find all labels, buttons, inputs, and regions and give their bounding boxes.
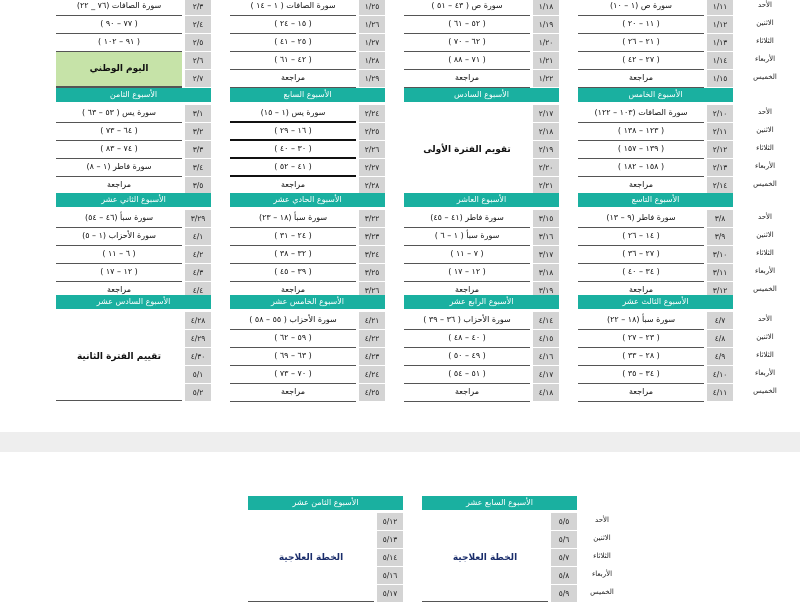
table-row — [230, 159, 385, 177]
lesson-cell: مراجعة — [404, 70, 530, 88]
date-cell: ٣/٢٥ — [359, 264, 385, 282]
date-cell: ١/٢٧ — [359, 34, 385, 52]
lesson-cell: سورة الصافات (١٠٣ – ١٢٢) — [578, 105, 704, 123]
date-cell: ٥/٢ — [185, 384, 211, 402]
date-cell: ٥/١٣ — [377, 531, 403, 549]
lesson-cell: ( ١٥ – ٢٤ ) — [230, 16, 356, 34]
date-cell: ١/٢٦ — [359, 16, 385, 34]
table-row — [56, 0, 211, 16]
table-row — [578, 312, 733, 330]
table-row — [578, 16, 733, 34]
table-row — [578, 228, 733, 246]
table-row — [230, 70, 385, 88]
lesson-cell: ( ٣٠ – ٤٠ ) — [230, 141, 356, 159]
day-label: الاثنين — [756, 333, 774, 341]
lesson-cell: ( ٤١ – ٥٢ ) — [230, 159, 356, 177]
date-cell: ٥/٥ — [551, 513, 577, 531]
lesson-cell: سورة الأحزاب (١ – ٥) — [56, 228, 182, 246]
lesson-cell: ( ٣٢ – ٣٨ ) — [230, 246, 356, 264]
week-block — [56, 105, 211, 195]
table-row — [404, 70, 559, 88]
date-cell: ٣/١٧ — [533, 246, 559, 264]
divider — [248, 601, 374, 602]
day-label: الاثنين — [756, 231, 774, 239]
lesson-cell: مراجعة — [56, 177, 182, 195]
lesson-cell: ( ٧١ – ٨٨ ) — [404, 52, 530, 70]
table-row — [404, 246, 559, 264]
day-label: الأحد — [758, 108, 772, 116]
day-label: الثلاثاء — [756, 144, 774, 152]
table-row — [230, 16, 385, 34]
date-cell: ١/١٣ — [707, 34, 733, 52]
date-cell: ٥/٨ — [551, 567, 577, 585]
lesson-cell: سورة الأحزاب ( ٥٥ – ٥٨ ) — [230, 312, 356, 330]
date-cell: ١/١٥ — [707, 70, 733, 88]
lesson-cell: سورة الأحزاب ( ٣٦ – ٣٩ ) — [404, 312, 530, 330]
day-label: الأربعاء — [754, 267, 776, 275]
date-cell: ٤/٧ — [707, 312, 733, 330]
lesson-cell: ( ٢٧ – ٣٦ ) — [578, 246, 704, 264]
date-cell: ٣/٢ — [185, 123, 211, 141]
day-label: الخميس — [753, 180, 777, 188]
table-row — [230, 264, 385, 282]
day-label: الأحد — [595, 516, 609, 524]
date-cell: ٣/١٩ — [533, 282, 559, 300]
national-day-cell: اليوم الوطني — [56, 52, 182, 87]
page-gap — [0, 432, 800, 452]
lesson-cell: مراجعة — [578, 70, 704, 88]
week-block — [230, 105, 385, 195]
lesson-cell: ( ٥١ – ٥٤ ) — [404, 366, 530, 384]
table-row — [578, 105, 733, 123]
lesson-cell: ( ٤٩ – ٥٠ ) — [404, 348, 530, 366]
day-label: الثلاثاء — [756, 249, 774, 257]
table-row — [56, 123, 211, 141]
lesson-cell: سورة فاطر (١ – ٨) — [56, 159, 182, 177]
day-label: الاثنين — [756, 19, 774, 27]
table-row — [578, 330, 733, 348]
table-row — [230, 366, 385, 384]
table-row — [404, 312, 559, 330]
date-cell: ٥/١٦ — [377, 567, 403, 585]
week-block — [578, 105, 733, 195]
lesson-cell: ( ٣٤ – ٣٥ ) — [578, 366, 704, 384]
lesson-cell: ( ١٥٨ – ١٨٢ ) — [578, 159, 704, 177]
table-row — [404, 0, 559, 16]
week-header: الأسبوع الخامس — [578, 88, 733, 102]
date-cell: ٣/١١ — [707, 264, 733, 282]
date-cell: ٤/٢٨ — [185, 312, 211, 330]
week-block — [578, 312, 733, 402]
date-cell: ١/١٨ — [533, 0, 559, 16]
date-cell: ٤/١ — [185, 228, 211, 246]
table-row — [56, 159, 211, 177]
date-cell: ٢/٥ — [185, 34, 211, 52]
day-label: الخميس — [590, 588, 614, 596]
date-cell: ٤/١٤ — [533, 312, 559, 330]
lesson-cell: ( ١٤ – ٢٦ ) — [578, 228, 704, 246]
day-label: الاثنين — [593, 534, 611, 542]
week-header: الأسبوع الثالث عشر — [578, 295, 733, 309]
lesson-cell: ( ١٦ – ٢٩ ) — [230, 123, 356, 141]
date-cell: ٤/٢٤ — [359, 366, 385, 384]
date-cell: ٢/٣ — [185, 0, 211, 16]
date-cell: ٤/١٨ — [533, 384, 559, 402]
week-header: الأسبوع الرابع عشر — [404, 295, 559, 309]
table-row — [404, 52, 559, 70]
table-row — [578, 141, 733, 159]
date-cell: ٥/٧ — [551, 549, 577, 567]
date-cell: ٥/١ — [185, 366, 211, 384]
table-row — [230, 0, 385, 16]
date-cell: ٤/١٥ — [533, 330, 559, 348]
table-row — [578, 159, 733, 177]
lesson-cell: ( ٢٨ – ٣٣ ) — [578, 348, 704, 366]
date-cell: ٢/١٨ — [533, 123, 559, 141]
table-row — [578, 70, 733, 88]
merged-note: الخطة العلاجية — [452, 553, 518, 563]
schedule-page-2 — [0, 452, 800, 600]
table-row — [404, 384, 559, 402]
date-cell: ٣/١٨ — [533, 264, 559, 282]
date-cell: ٥/٩ — [551, 585, 577, 603]
day-label: الأحد — [758, 1, 772, 9]
lesson-cell: سورة سبأ (١٨ – ٢٣) — [230, 210, 356, 228]
week-header: الأسبوع الحادي عشر — [230, 193, 385, 207]
lesson-cell: ( ٩١ – ١٠٢ ) — [56, 34, 182, 52]
date-cell: ٢/٢٠ — [533, 159, 559, 177]
table-row — [56, 141, 211, 159]
table-row — [578, 34, 733, 52]
lesson-cell: ( ٣٤ – ٤٠ ) — [578, 264, 704, 282]
lesson-cell: ( ٦٤ – ٧٣ ) — [56, 123, 182, 141]
date-cell: ٢/١٧ — [533, 105, 559, 123]
lesson-cell: ( ٢٣ – ٢٧ ) — [578, 330, 704, 348]
table-row — [230, 348, 385, 366]
day-label: الخميس — [753, 387, 777, 395]
date-cell: ٣/٢٣ — [359, 228, 385, 246]
day-label: الأربعاء — [754, 162, 776, 170]
lesson-cell: سورة يس (١ – ١٥) — [230, 105, 356, 123]
date-cell: ١/٢٩ — [359, 70, 385, 88]
date-cell: ٥/٦ — [551, 531, 577, 549]
date-cell: ١/١٩ — [533, 16, 559, 34]
day-label: الثلاثاء — [756, 37, 774, 45]
table-row — [56, 246, 211, 264]
date-cell: ٣/٢٦ — [359, 282, 385, 300]
date-cell: ٥/١٧ — [377, 585, 403, 603]
week-header: الأسبوع التاسع — [578, 193, 733, 207]
date-cell: ٤/٩ — [707, 348, 733, 366]
day-label: الخميس — [753, 285, 777, 293]
lesson-cell: ( ٤٢ – ٦١ ) — [230, 52, 356, 70]
week-block — [404, 312, 559, 402]
date-cell: ١/٢٨ — [359, 52, 385, 70]
table-row — [404, 16, 559, 34]
table-row — [230, 123, 385, 141]
lesson-cell: سورة الصافات ( ١ – ١٤ ) — [230, 0, 356, 16]
date-cell: ١/١٢ — [707, 16, 733, 34]
week-header: الأسبوع العاشر — [404, 193, 559, 207]
date-cell: ٣/٣ — [185, 141, 211, 159]
table-row — [56, 264, 211, 282]
lesson-cell: سورة الصافات (٧٦ _ ٢٢) — [56, 0, 182, 16]
table-row — [404, 264, 559, 282]
lesson-cell: ( ٦ – ١١ ) — [56, 246, 182, 264]
date-cell: ٢/٧ — [185, 70, 211, 88]
lesson-cell: ( ٤٠ – ٤٨ ) — [404, 330, 530, 348]
date-cell: ١/٢١ — [533, 52, 559, 70]
day-label: الخميس — [753, 73, 777, 81]
week-block — [404, 0, 559, 88]
date-cell: ٢/١١ — [707, 123, 733, 141]
date-cell: ٢/٤ — [185, 16, 211, 34]
table-row — [578, 123, 733, 141]
lesson-cell: ( ٢٧ – ٤٢ ) — [578, 52, 704, 70]
date-cell: ٤/١١ — [707, 384, 733, 402]
date-cell: ٢/١٢ — [707, 141, 733, 159]
lesson-cell: مراجعة — [578, 282, 704, 300]
lesson-cell: سورة يس ( ٥٣ – ٦٣ ) — [56, 105, 182, 123]
table-row — [56, 16, 211, 34]
week-block — [578, 0, 733, 88]
day-label: الأربعاء — [754, 55, 776, 63]
table-row — [404, 34, 559, 52]
date-cell: ٣/٤ — [185, 159, 211, 177]
date-cell: ٤/٨ — [707, 330, 733, 348]
date-cell: ٣/٢٤ — [359, 246, 385, 264]
week-header: الأسبوع السابع عشر — [422, 496, 577, 510]
table-row — [56, 210, 211, 228]
date-cell: ٤/٢ — [185, 246, 211, 264]
lesson-cell: ( ٢٤ – ٣١ ) — [230, 228, 356, 246]
lesson-cell: مراجعة — [56, 282, 182, 300]
date-cell: ٣/١ — [185, 105, 211, 123]
table-row — [230, 384, 385, 402]
lesson-cell: مراجعة — [230, 282, 356, 300]
table-row — [404, 228, 559, 246]
lesson-cell: ( ١٣٩ – ١٥٧ ) — [578, 141, 704, 159]
table-row — [578, 384, 733, 402]
day-label: الثلاثاء — [756, 351, 774, 359]
date-cell: ٢/٦ — [185, 52, 211, 70]
week-header: الأسبوع السادس — [404, 88, 559, 102]
merged-note: الخطة العلاجية — [278, 553, 344, 563]
date-cell: ٢/١٩ — [533, 141, 559, 159]
date-cell: ٢/٢٥ — [359, 123, 385, 141]
date-cell: ٤/٢٣ — [359, 348, 385, 366]
date-cell: ٥/١٤ — [377, 549, 403, 567]
table-row — [230, 34, 385, 52]
date-cell: ٢/١٣ — [707, 159, 733, 177]
lesson-cell: سورة ص (١ – ١٠) — [578, 0, 704, 16]
date-cell: ٤/١٧ — [533, 366, 559, 384]
merged-note: تقويم الفترة الأولى — [423, 145, 511, 155]
date-cell: ٢/٢١ — [533, 177, 559, 195]
lesson-cell: مراجعة — [230, 177, 356, 195]
date-cell: ٣/١٦ — [533, 228, 559, 246]
table-row — [578, 246, 733, 264]
date-cell: ٣/٩ — [707, 228, 733, 246]
table-row — [578, 52, 733, 70]
lesson-cell: ( ١٢ – ١٧ ) — [404, 264, 530, 282]
lesson-cell: سورة فاطر (٩ – ١٣) — [578, 210, 704, 228]
table-row — [578, 0, 733, 16]
lesson-cell: ( ٧٠ – ٧٣ ) — [230, 366, 356, 384]
day-label: الأربعاء — [754, 369, 776, 377]
table-row — [56, 105, 211, 123]
date-cell: ٥/١٢ — [377, 513, 403, 531]
table-row — [404, 210, 559, 228]
table-row — [56, 228, 211, 246]
date-cell: ٣/١٠ — [707, 246, 733, 264]
lesson-cell: ( ٢٥ – ٤١ ) — [230, 34, 356, 52]
date-cell: ٢/١٤ — [707, 177, 733, 195]
lesson-cell: ( ١٢٣ – ١٣٨ ) — [578, 123, 704, 141]
day-label: الثلاثاء — [593, 552, 611, 560]
lesson-cell: ( ٣٩ – ٤٥ ) — [230, 264, 356, 282]
date-cell: ٤/١٠ — [707, 366, 733, 384]
date-cell: ١/٢٠ — [533, 34, 559, 52]
lesson-cell: مراجعة — [230, 384, 356, 402]
date-cell: ٣/٢٩ — [185, 210, 211, 228]
date-cell: ٣/١٢ — [707, 282, 733, 300]
merged-note: تقييم الفترة الثانية — [76, 352, 162, 362]
divider — [422, 601, 548, 602]
lesson-cell: ( ٥٩ – ٦٢ ) — [230, 330, 356, 348]
table-row — [230, 312, 385, 330]
divider — [56, 400, 182, 401]
week-header: الأسبوع السابع — [230, 88, 385, 102]
lesson-cell: سورة فاطر (٤١ – ٤٥) — [404, 210, 530, 228]
date-cell: ٤/٢١ — [359, 312, 385, 330]
table-row — [230, 210, 385, 228]
lesson-cell: مراجعة — [404, 384, 530, 402]
lesson-cell: ( ٧٤ – ٨٣ ) — [56, 141, 182, 159]
lesson-cell: ( ٥٢ – ٦١ ) — [404, 16, 530, 34]
date-cell: ٢/٢٦ — [359, 141, 385, 159]
date-cell: ٤/٢٩ — [185, 330, 211, 348]
lesson-cell: ( ٦٣ – ٦٩ ) — [230, 348, 356, 366]
date-cell: ٣/١٥ — [533, 210, 559, 228]
week-block — [56, 210, 211, 300]
lesson-cell: ( ١١ – ٢٠ ) — [578, 16, 704, 34]
lesson-cell: ( ٧ – ١١ ) — [404, 246, 530, 264]
table-row — [404, 366, 559, 384]
date-cell: ٢/٢٤ — [359, 105, 385, 123]
table-row — [230, 105, 385, 123]
table-row — [230, 330, 385, 348]
date-cell: ٢/٢٧ — [359, 159, 385, 177]
table-row — [578, 348, 733, 366]
week-header: الأسبوع الثامن — [56, 88, 211, 102]
table-row — [404, 330, 559, 348]
date-cell: ٢/١٠ — [707, 105, 733, 123]
lesson-cell: مراجعة — [230, 70, 356, 88]
week-header: الأسبوع الخامس عشر — [230, 295, 385, 309]
table-row — [578, 264, 733, 282]
week-block — [230, 0, 385, 88]
day-label: الاثنين — [756, 126, 774, 134]
date-cell: ٤/٤ — [185, 282, 211, 300]
lesson-cell: سورة سبأ (٤٦ – ٥٤) — [56, 210, 182, 228]
table-row — [230, 141, 385, 159]
lesson-cell: ( ٢١ – ٢٦ ) — [578, 34, 704, 52]
lesson-cell: سورة ص ( ٤٣ – ٥١ ) — [404, 0, 530, 16]
week-block — [404, 210, 559, 300]
date-cell: ٤/٢٥ — [359, 384, 385, 402]
table-row — [230, 52, 385, 70]
date-cell: ١/١١ — [707, 0, 733, 16]
day-label: الأحد — [758, 213, 772, 221]
date-cell: ٤/١٦ — [533, 348, 559, 366]
table-row — [56, 34, 211, 52]
lesson-cell: مراجعة — [578, 384, 704, 402]
lesson-cell: سورة سبأ ( ١ – ٦ ) — [404, 228, 530, 246]
date-cell: ١/٢٥ — [359, 0, 385, 16]
date-cell: ٤/٣٠ — [185, 348, 211, 366]
table-row — [230, 246, 385, 264]
week-header: الأسبوع السادس عشر — [56, 295, 211, 309]
date-cell: ٣/٥ — [185, 177, 211, 195]
lesson-cell: مراجعة — [578, 177, 704, 195]
week-block — [230, 312, 385, 402]
table-row — [578, 210, 733, 228]
table-row — [578, 366, 733, 384]
lesson-cell: ( ٧٧ – ٩٠ ) — [56, 16, 182, 34]
date-cell: ١/٢٢ — [533, 70, 559, 88]
day-label: الأربعاء — [591, 570, 613, 578]
lesson-cell: ( ١٢ – ١٧ ) — [56, 264, 182, 282]
lesson-cell: ( ٦٢ – ٧٠ ) — [404, 34, 530, 52]
date-cell: ٣/٢٢ — [359, 210, 385, 228]
lesson-cell: سورة سبأ (١٨ – ٢٢) — [578, 312, 704, 330]
week-header: الأسبوع الثامن عشر — [248, 496, 403, 510]
day-label: الأحد — [758, 315, 772, 323]
date-cell: ١/١٤ — [707, 52, 733, 70]
date-cell: ٢/٢٨ — [359, 177, 385, 195]
week-header: الأسبوع الثاني عشر — [56, 193, 211, 207]
table-row — [404, 348, 559, 366]
week-block — [230, 210, 385, 300]
lesson-cell: مراجعة — [404, 282, 530, 300]
table-row — [230, 228, 385, 246]
date-cell: ٣/٨ — [707, 210, 733, 228]
week-block — [578, 210, 733, 300]
date-cell: ٤/٣ — [185, 264, 211, 282]
date-cell: ٤/٢٢ — [359, 330, 385, 348]
